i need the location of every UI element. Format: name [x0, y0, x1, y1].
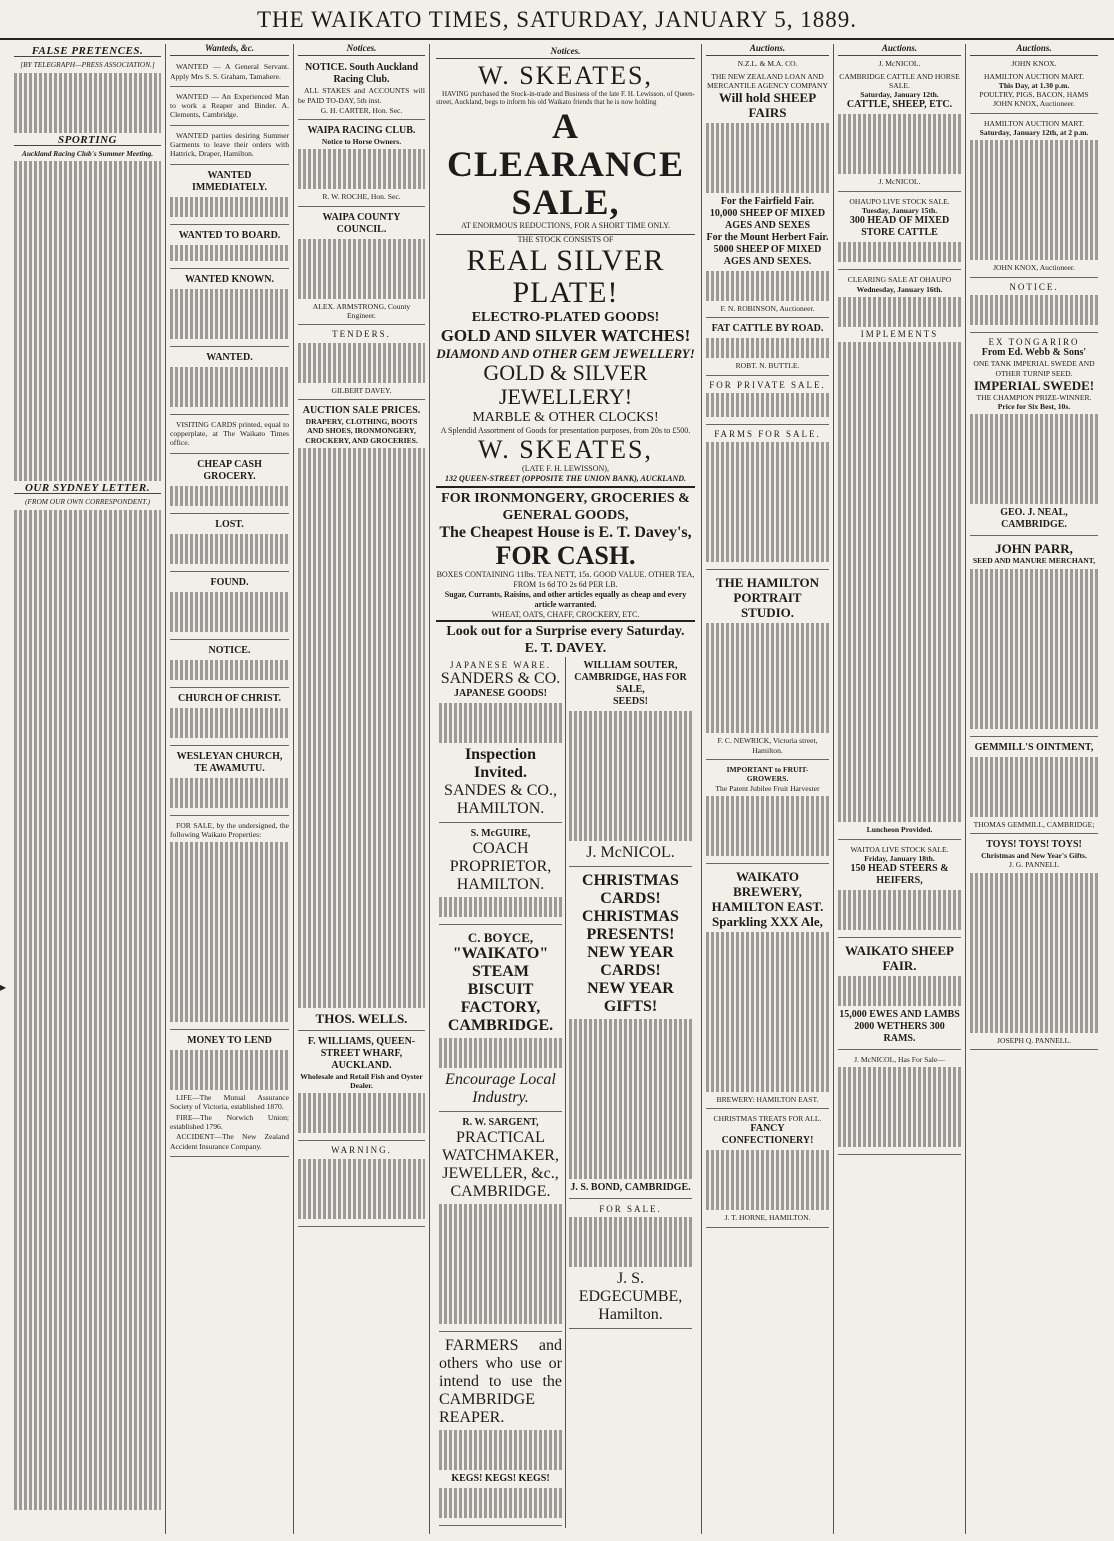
center-sub-right [566, 657, 695, 1528]
ad-headline: DIAMOND AND OTHER GEM JEWELLERY! [436, 346, 695, 361]
ad-text: MONEY TO LEND [187, 1035, 272, 1047]
ad-text: This Day, at 1.30 p.m. [998, 80, 1070, 90]
ad-text: WAIKATO BREWERY, HAMILTON EAST. [711, 868, 824, 914]
ad-item [970, 538, 1098, 736]
ad-item [170, 59, 289, 87]
ad-text: Encourage Local Industry. [445, 1071, 556, 1106]
ad-text: EX TONGARIRO [988, 336, 1080, 347]
text-block [170, 778, 289, 808]
ad-text: FARMS FOR SALE. [714, 429, 821, 440]
ad-text: FOUND. [210, 576, 249, 588]
text-block [838, 890, 961, 930]
column-heading: Auctions. [706, 44, 829, 56]
ad-headline: ELECTRO-PLATED GOODS! [471, 310, 660, 325]
ad-item [170, 271, 289, 347]
ad-text: The Patent Jubilee Fruit Harvester [715, 783, 820, 793]
ad-text: FOR SALE. [599, 1204, 662, 1214]
ad-item [170, 128, 289, 165]
ad-item [970, 116, 1098, 278]
ad-text: IMPORTANT to FRUIT-GROWERS. [726, 764, 809, 784]
text-block [706, 123, 829, 193]
ad-text: NEW YEAR GIFTS! [587, 980, 674, 1015]
text-block [706, 338, 829, 358]
ad-text: Inspection Invited. [464, 746, 537, 781]
ad-text: J. S. EDGECUMBE, Hamilton. [578, 1270, 683, 1323]
ad-text: WAIKATO SHEEP FAIR. [845, 943, 954, 974]
article-text-block [14, 73, 161, 133]
ad-item [439, 657, 562, 823]
ad-text: OHAUPO LIVE STOCK SALE. [849, 196, 950, 206]
page-edge-mark: ▸ [0, 980, 7, 994]
ad-text: COACH PROPRIETOR, [449, 840, 552, 875]
ad-item [838, 69, 961, 192]
ad-item [569, 1201, 692, 1329]
ad-text: CAMBRIDGE CATTLE AND HORSE SALE. [839, 71, 960, 90]
ad-headline: MARBLE & OTHER CLOCKS! [472, 410, 659, 425]
ad-text: CHRISTMAS PRESENTS! [582, 908, 679, 943]
ad-text: IMPERIAL SWEDE! [973, 377, 1095, 393]
ad-line: WHEAT, OATS, CHAFF, CROCKERY, ETC. [491, 610, 640, 619]
text-block [439, 703, 562, 743]
heading-sydney-letter: OUR SYDNEY LETTER. [14, 484, 161, 494]
ad-text: WANTED IMMEDIATELY. [192, 169, 267, 193]
ad-text: R. W. ROCHE, Hon. Sec. [322, 192, 401, 202]
ad-text: WARNING. [331, 1145, 392, 1156]
ad-text: JOSEPH Q. PANNELL. [997, 1035, 1071, 1045]
text-block [970, 569, 1098, 729]
text-block [970, 757, 1098, 817]
ad-text: CHURCH OF CHRIST. [177, 692, 282, 704]
ad-text: J. T. HORNE, HAMILTON. [724, 1213, 811, 1223]
ad-text: WESLEYAN CHURCH, TE AWAMUTU. [176, 750, 283, 774]
ad-text: WANTED — A General Servant. Apply Mrs S. S. Graham, Tamahere. [170, 62, 289, 81]
ad-text: J. S. BOND, CAMBRIDGE. [570, 1182, 691, 1193]
ad-text: ROBT. N. BUTTLE. [735, 361, 800, 371]
text-block [706, 623, 829, 733]
ad-headline: The Cheapest House is E. T. Davey's, [439, 524, 692, 541]
ad-text: HAMILTON. [456, 876, 545, 893]
ad-text: Wednesday, January 16th. [856, 284, 943, 294]
ad-text: For the Mount Herbert Fair. 5000 SHEEP OF MIXED AGES AND SEXES. [706, 232, 829, 268]
ad-text: FANCY CONFECTIONERY! [721, 1123, 814, 1147]
ad-address: 132 QUEEN-STREET (OPPOSITE THE UNION BANK), AUCKLAND. [444, 474, 687, 483]
ad-text: THOS. WELLS. [315, 1010, 408, 1026]
ad-line: (LATE F. H. LEWISSON), [522, 464, 609, 473]
ad-text: G. H. CARTER, Hon. Sec. [320, 105, 403, 115]
column-auctions-mcnicol [834, 44, 966, 1534]
text-block [838, 297, 961, 327]
text-block [439, 1488, 562, 1518]
ad-text: 15,000 EWES AND LAMBS 2000 WETHERS 300 RAMS. [839, 1009, 960, 1045]
text-block [298, 1159, 425, 1219]
article-text-block [14, 510, 161, 1510]
ad-headline: GOLD AND SILVER WATCHES! [440, 326, 691, 345]
ad-text: CHRISTMAS TREATS FOR ALL. [713, 1114, 822, 1124]
ad-text: WANTED KNOWN. [185, 273, 274, 285]
column-auctions-knox [966, 44, 1102, 1534]
text-block [706, 1150, 829, 1210]
advertiser-name: E. T. DAVEY. [524, 641, 607, 656]
ad-text: JAPANESE GOODS! [454, 688, 547, 699]
ad-text: WILLIAM SOUTER, CAMBRIDGE, HAS FOR SALE, [574, 660, 687, 695]
ad-text: Price for Six Best, 10s. [997, 402, 1071, 412]
advertiser-heading: N.Z.L. & M.A. CO. [737, 59, 798, 69]
text-block [569, 711, 692, 841]
ad-item [298, 209, 425, 326]
ad-text: FOR SALE, by the undersigned, the following Waikato Properties: [170, 820, 289, 839]
masthead [0, 4, 1114, 40]
ad-item [706, 378, 829, 425]
ad-text: FIRE—The Norwich Union; established 1796. [170, 1112, 289, 1132]
ad-headline: A CLEARANCE SALE, [446, 106, 685, 222]
ad-text: HAMILTON AUCTION MART. [983, 71, 1085, 81]
text-block [170, 289, 289, 339]
center-sub-left [436, 657, 566, 1528]
text-block [298, 343, 425, 383]
article-text-block [14, 161, 161, 481]
ad-text: NOTICE. [1009, 281, 1059, 292]
text-block [298, 448, 425, 1008]
ad-text: Wholesale and Retail Fish and Oyster Dealer. [300, 1071, 423, 1091]
text-block [170, 534, 289, 564]
ad-item [706, 69, 829, 319]
ad-text: J. McNICOL, Has For Sale— [854, 1055, 945, 1065]
ad-text: GEMMILL'S OINTMENT, [974, 741, 1094, 753]
ad-text: Notice to Horse Owners. [321, 137, 402, 147]
ad-item [569, 869, 692, 1199]
ad-text: ACCIDENT—The New Zealand Accident Insurance Company. [170, 1132, 289, 1151]
ad-text: THE NEW ZEALAND LOAN AND MERCANTILE AGENCY COMPANY [707, 71, 828, 90]
ad-item [170, 349, 289, 415]
ad-item [706, 427, 829, 570]
ad-text: GEO. J. NEAL, CAMBRIDGE. [1000, 507, 1068, 531]
text-block [298, 239, 425, 299]
ad-text: DRAPERY, CLOTHING, BOOTS AND SHOES, IRONMONGERY, CROCKERY, AND GROCERIES. [305, 416, 418, 445]
text-block [970, 873, 1098, 1033]
heading-false-pretences: FALSE PRETENCES. [14, 47, 161, 57]
ad-headline: FOR CASH. [495, 541, 636, 570]
ad-text: THE CHAMPION PRIZE-WINNER. [976, 392, 1092, 402]
text-block [569, 1217, 692, 1267]
subheading-correspondent: (FROM OUR OWN CORRESPONDENT.) [24, 497, 151, 507]
ad-text: KEGS! KEGS! KEGS! [451, 1473, 550, 1484]
text-block [170, 367, 289, 407]
ad-item [170, 227, 289, 269]
ad-text: CLEARING SALE AT OHAUPO [847, 275, 952, 285]
ad-text: SEEDS! [612, 696, 648, 707]
ad-text: J. McNICOL. [586, 844, 675, 861]
ad-item [970, 739, 1098, 834]
column-heading: Wanteds, &c. [170, 44, 289, 56]
ad-text: THE HAMILTON PORTRAIT STUDIO. [716, 575, 819, 621]
ad-item [706, 1111, 829, 1228]
ad-text: Will hold SHEEP FAIRS [718, 90, 817, 121]
ad-text: F. WILLIAMS, QUEEN-STREET WHARF, AUCKLAND. [307, 1035, 416, 1071]
text-block [838, 976, 961, 1006]
center-sub-columns [436, 657, 695, 1528]
text-block [706, 932, 829, 1092]
ad-text: VISITING CARDS printed, equal to copperplate, at The Waikato Times office. [170, 419, 289, 448]
text-block [706, 796, 829, 856]
ad-item [298, 402, 425, 1031]
ad-text: SEED AND MANURE MERCHANT, [972, 556, 1096, 566]
ad-text: FOR PRIVATE SALE. [709, 379, 826, 390]
ad-item [838, 940, 961, 1050]
ad-item [298, 1143, 425, 1226]
text-block [838, 1067, 961, 1147]
ad-item [170, 167, 289, 225]
ad-text: JOHN PARR, [995, 541, 1073, 557]
ad-item [298, 122, 425, 207]
ad-text: WAIPA COUNTY COUNCIL. [322, 211, 401, 235]
ad-item [170, 89, 289, 126]
ad-text: SANDERS & CO. [440, 670, 561, 687]
text-block [298, 1093, 425, 1133]
ad-item [298, 327, 425, 400]
ad-text: WANTED TO BOARD. [178, 229, 281, 241]
subheading-telegraph: [BY TELEGRAPH—PRESS ASSOCIATION.] [20, 60, 155, 70]
ad-item [838, 842, 961, 939]
ad-text: Saturday, January 12th, at 2 p.m. [979, 128, 1089, 138]
text-block [970, 414, 1098, 504]
text-block [970, 140, 1098, 260]
text-block [970, 295, 1098, 325]
text-block [170, 708, 289, 738]
ad-intro: HAVING purchased the Stock-in-trade and Business of the late F. H. Lewisson, of Queen-street, Auckland, begs to inform his old Waikato friends that he is now holding [436, 90, 695, 106]
ad-item [569, 657, 692, 867]
text-block [170, 1050, 289, 1090]
ad-item [170, 516, 289, 572]
ad-item [706, 572, 829, 760]
ad-text: GILBERT DAVEY. [331, 385, 392, 395]
ad-text: WAIPA RACING CLUB. [307, 125, 416, 137]
ad-item [970, 836, 1098, 1050]
ad-item [298, 1033, 425, 1142]
text-block [439, 1038, 562, 1068]
ad-item [706, 320, 829, 375]
newspaper-page [10, 44, 1104, 1534]
ad-text: CHEAP CASH GROCERY. [197, 458, 262, 482]
ad-text: WANTED parties desiring Summer Garments to leave their orders with Hattrick, Draper, Hamilton. [170, 130, 289, 159]
ad-text: S. McGUIRE, [470, 828, 531, 839]
text-block [170, 660, 289, 680]
ad-text: Tuesday, January 15th. [861, 206, 938, 216]
text-block [170, 486, 289, 506]
ad-text: PRACTICAL WATCHMAKER, JEWELLER, &c., CAMBRIDGE. [442, 1129, 559, 1200]
column-news [10, 44, 166, 1534]
ad-text: BREWERY: HAMILTON EAST. [716, 1094, 819, 1104]
ad-text: CATTLE, SHEEP, ETC. [846, 99, 953, 111]
ad-text: FAT CATTLE BY ROAD. [711, 323, 824, 335]
ad-text: CHRISTMAS CARDS! [582, 872, 679, 907]
ad-item [439, 927, 562, 1112]
text-block [569, 1019, 692, 1179]
ad-text: WANTED — An Experienced Man to work a Reaper and Binder. A. Clements, Cambridge. [170, 91, 289, 120]
ad-text: J. G. PANNELL [1009, 860, 1059, 870]
column-heading: Auctions. [838, 44, 961, 56]
ad-text: Saturday, January 12th. [860, 90, 939, 100]
ad-text: Christmas and New Year's Gifts. [981, 851, 1087, 861]
advertiser-name: W. SKEATES, [478, 61, 653, 90]
advertiser-name: W. SKEATES, [478, 435, 653, 464]
ad-item [439, 1114, 562, 1332]
text-block [170, 842, 289, 1022]
ad-item [838, 194, 961, 271]
ad-text: JAPANESE WARE. [449, 660, 551, 670]
ad-headline: Look out for a Surprise every Saturday. [436, 620, 695, 640]
ad-text: F. N. ROBINSON, Auctioneer. [720, 304, 815, 314]
ad-text: NOTICE. [208, 644, 251, 656]
ad-text: ONE TANK IMPERIAL SWEDE AND OTHER TURNIP SEED. [973, 359, 1095, 378]
ad-text: JOHN KNOX, Auctioneer. [993, 263, 1075, 273]
text-block [706, 271, 829, 301]
column-heading: Notices. [436, 46, 695, 59]
text-block [439, 1430, 562, 1470]
ad-item [439, 825, 562, 925]
ad-item [298, 59, 425, 120]
text-block [706, 442, 829, 562]
subheading-racing: Auckland Racing Club's Summer Meeting. [21, 148, 154, 158]
ad-line: BOXES CONTAINING 11lbs. TEA NETT, 15s. GOOD VALUE. OTHER TEA, FROM 1s 6d TO 2s 6d PER LB. [436, 570, 695, 589]
ad-item [170, 1032, 289, 1157]
ad-line: THE STOCK CONSISTS OF [436, 234, 695, 245]
ad-text: Friday, January 18th. [864, 853, 935, 863]
advertiser-heading: J. McNICOL. [878, 59, 921, 69]
ad-text: THOMAS GEMMILL, CAMBRIDGE; [973, 819, 1095, 829]
ad-item [706, 866, 829, 1109]
text-block [298, 149, 425, 189]
ad-text: HAMILTON AUCTION MART. [983, 118, 1085, 128]
ad-line: A Splendid Assortment of Goods for presentation purposes, from 20s to £500. [440, 426, 691, 435]
ad-text: J. McNICOL. [878, 177, 921, 187]
ad-item [170, 574, 289, 640]
ad-item [439, 1334, 562, 1526]
text-block [439, 1204, 562, 1324]
ad-text: LIFE—The Mutual Assurance Society of Victoria, established 1870. [170, 1093, 289, 1112]
ad-text: NEW YEAR CARDS! [587, 944, 674, 979]
ad-item [970, 335, 1098, 536]
text-block [706, 393, 829, 417]
ad-item [170, 417, 289, 454]
ad-item [706, 762, 829, 864]
column-center-ads [430, 44, 702, 1534]
ad-text: F. C. NEWRICK, Victoria street, Hamilton. [717, 736, 818, 755]
ad-item [170, 456, 289, 514]
ad-line: AT ENORMOUS REDUCTIONS, FOR A SHORT TIME ONLY. [460, 221, 671, 230]
ad-text: For the Fairfield Fair. 10,000 SHEEP OF MIXED AGES AND SEXES [709, 196, 826, 232]
ad-text: NOTICE. South Auckland Racing Club. [304, 62, 419, 86]
ad-text: WANTED. [206, 351, 253, 363]
ad-text: 150 HEAD STEERS & HEIFERS, [850, 863, 949, 887]
ad-text: POULTRY, PIGS, BACON, HAMS [979, 90, 1089, 100]
text-block [838, 242, 961, 262]
column-auctions-nzl [702, 44, 834, 1534]
ad-text: LOST. [215, 518, 244, 530]
ad-text: Luncheon Provided. [866, 825, 933, 835]
column-heading: Notices. [298, 44, 425, 56]
ad-text: ALEX. ARMSTRONG, County Engineer. [312, 301, 411, 321]
ad-item [970, 69, 1098, 114]
column-heading: Auctions. [970, 44, 1098, 56]
ad-item [838, 272, 961, 839]
ad-line: Sugar, Currants, Raisins, and other articles equally as cheap and every article warranted. [444, 590, 687, 609]
ad-text: ALL STAKES and ACCOUNTS will be PAID TO-DAY, 5th inst. [298, 86, 425, 105]
ad-item [170, 642, 289, 688]
ad-headline: REAL SILVER PLATE! [466, 244, 665, 309]
ad-item [170, 690, 289, 746]
ad-item [170, 748, 289, 816]
ad-item [838, 1052, 961, 1155]
advertiser-heading: JOHN KNOX. [1011, 59, 1057, 69]
ad-text: AUCTION SALE PRICES. [302, 404, 421, 416]
text-block [838, 342, 961, 822]
column-notices [294, 44, 430, 1534]
ad-headline: GOLD & SILVER JEWELLERY! [483, 360, 648, 409]
ad-text: IMPLEMENTS [860, 328, 939, 339]
text-block [170, 197, 289, 217]
ad-text: From Ed. Webb & Sons' [981, 347, 1087, 359]
ad-item [970, 280, 1098, 333]
ad-text: C. BOYCE, [467, 930, 534, 945]
ad-text: TENDERS. [332, 329, 391, 340]
text-block [439, 897, 562, 917]
ad-text: FARMERS and others who use or intend to use the CAMBRIDGE REAPER. [439, 1337, 562, 1426]
text-block [838, 114, 961, 174]
ad-text: 300 HEAD OF MIXED STORE CATTLE [849, 215, 950, 239]
heading-sporting: SPORTING [14, 136, 161, 146]
ad-text: WAITOA LIVE STOCK SALE. [850, 844, 949, 854]
ad-headline: FOR IRONMONGERY, GROCERIES & GENERAL GOODS, [436, 486, 695, 524]
newspaper-title: THE WAIKATO TIMES, SATURDAY, JANUARY 5, 1889. [256, 7, 858, 32]
ad-text: "WAIKATO" STEAM BISCUIT FACTORY, CAMBRIDGE. [447, 945, 554, 1034]
ad-text: Sparkling XXX Ale, [712, 913, 823, 929]
ad-item [170, 818, 289, 1031]
ad-text: R. W. SARGENT, [462, 1117, 539, 1128]
ad-text: TOYS! TOYS! TOYS! [986, 839, 1082, 851]
column-wanteds [166, 44, 294, 1534]
text-block [170, 245, 289, 261]
ad-text: SANDES & CO., HAMILTON. [444, 782, 557, 817]
ad-text: JOHN KNOX, Auctioneer. [993, 99, 1075, 109]
text-block [170, 592, 289, 632]
